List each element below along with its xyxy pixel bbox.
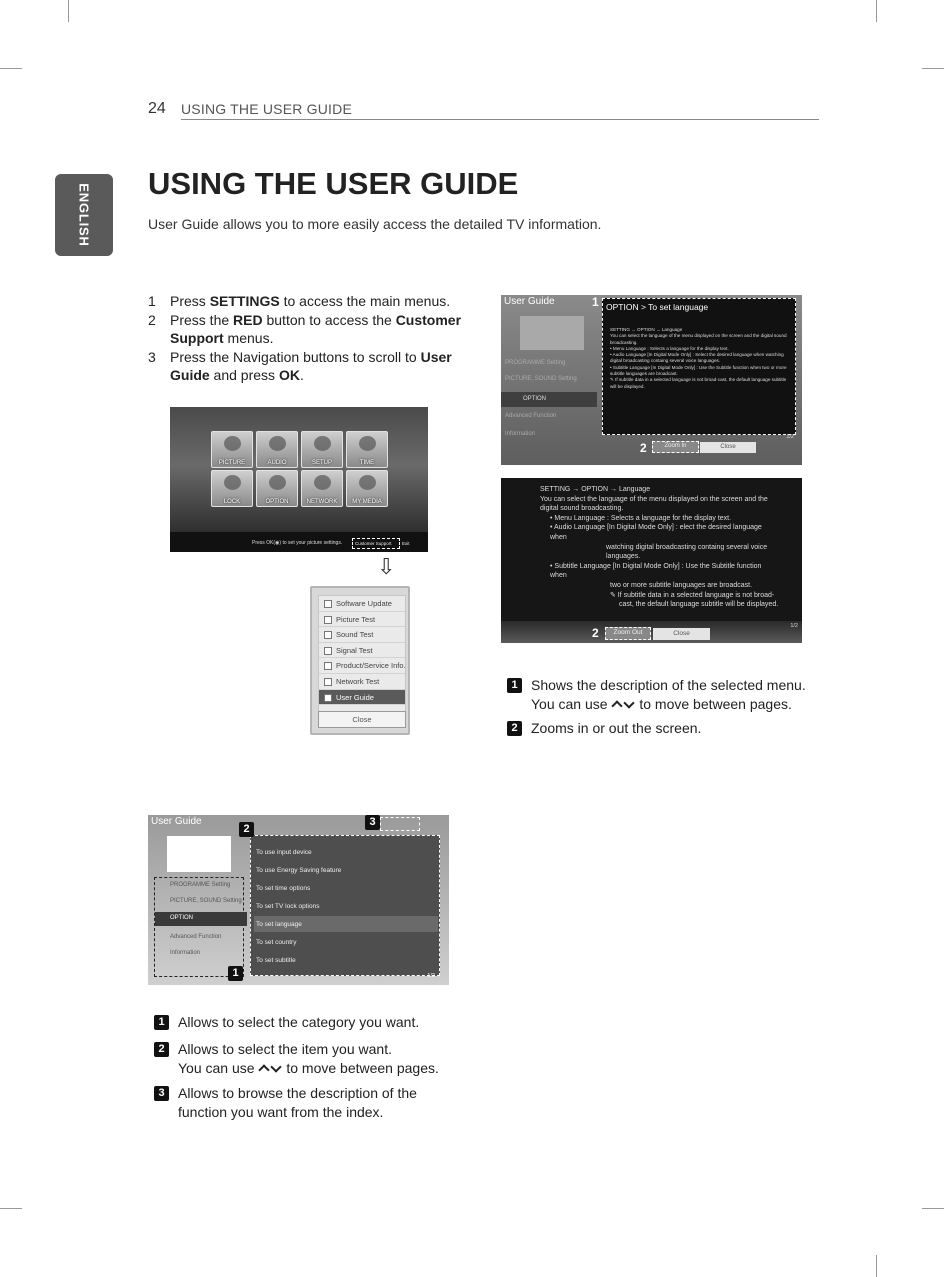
steps-list bbox=[148, 292, 478, 385]
note-text-line2: You can use to move between pages. bbox=[178, 1059, 439, 1076]
category-picture-sound[interactable]: PICTURE, SOUND Setting bbox=[170, 898, 242, 904]
callout-2: 2 bbox=[592, 626, 599, 640]
option-icon bbox=[269, 475, 286, 490]
chevron-up-icon bbox=[612, 700, 623, 711]
clock-icon bbox=[359, 436, 376, 451]
step-text: Press the Navigation buttons to scroll to User Guide and press OK. bbox=[170, 348, 452, 383]
list-item[interactable]: To set TV lock options bbox=[256, 903, 320, 910]
page-indicator: 1/2 bbox=[786, 434, 794, 440]
close-button[interactable]: Close bbox=[653, 628, 710, 640]
panel-title: OPTION > To set language bbox=[606, 302, 709, 312]
crop-mark bbox=[922, 1208, 944, 1209]
list-item[interactable]: To use Energy Saving feature bbox=[256, 867, 342, 874]
setup-app-tile[interactable]: SETUP bbox=[301, 431, 343, 468]
close-button[interactable]: Close bbox=[700, 442, 756, 453]
tv-hint-text: Press OK(◉) to set your picture settings. bbox=[252, 540, 343, 546]
running-head: USING THE USER GUIDE bbox=[181, 101, 352, 117]
picture-icon bbox=[224, 436, 241, 451]
option-app-tile[interactable]: OPTION bbox=[256, 470, 298, 507]
number-badge: 2 bbox=[154, 1042, 169, 1057]
menu-item-sound-test[interactable]: Sound Test bbox=[319, 627, 405, 643]
list-item[interactable]: To set subtitle bbox=[256, 957, 296, 964]
page-indicator: 1/2 bbox=[790, 623, 798, 629]
index-icons[interactable] bbox=[380, 817, 420, 831]
menu-item-signal-test[interactable]: Signal Test bbox=[319, 643, 405, 659]
audio-app-tile[interactable]: AUDIO bbox=[256, 431, 298, 468]
zoom-out-button[interactable]: Zoom Out bbox=[605, 627, 651, 640]
step-text: Press the RED button to access the Customer Support menus. bbox=[170, 311, 462, 346]
close-button[interactable]: Close bbox=[318, 711, 406, 728]
page-indicator: 1/2 bbox=[427, 973, 435, 979]
customer-support-button[interactable]: Customer Support bbox=[352, 538, 400, 549]
zoomed-text: SETTING → OPTION → Language You can select the language of the menu displayed on the screen and the digital sound broadcasting. • Menu Language : Selects a language for the display text. • Audio Language [In Digital Mode Only] : elect the desired language when watching digital broadcasting containg several voice languages. • Subtitle Language [In Digital Mode Only] : Use the Subtitle function when two or more subtitle languages are broadcast. ✎ If subtitle data in a selected language is not broad- cast, the default language subtitle will be displayed. bbox=[540, 486, 779, 609]
lock-app-tile[interactable]: LOCK bbox=[211, 470, 253, 507]
step-text: Press SETTINGS to access the main menus. bbox=[170, 293, 451, 309]
category-information[interactable]: Information bbox=[505, 431, 536, 437]
number-badge: 1 bbox=[154, 1015, 169, 1030]
network-app-tile[interactable]: NETWORK bbox=[301, 470, 343, 507]
callout-1: 1 bbox=[228, 966, 243, 981]
note-1 bbox=[507, 676, 827, 716]
crop-mark bbox=[0, 1208, 22, 1209]
note-text-line2: You can use to move between pages. bbox=[531, 695, 792, 712]
panel-text: SETTING → OPTION → Language You can select the language of the menu displayed on the screen and the digital sound broadcasting. • Menu Language : Selects a language for the display text. • Audio Language [In Digital Mode Only] : Select the desired language when watching digital broadcasting containg several voice languages. • Subtitle Language [In Digital Mode Only] : Use the Subtitle function when two or more subtitle languages are broadcast. ✎ If subtitle data in a selected language is not broad-cast, the default language subtitle will be displayed. bbox=[610, 327, 787, 389]
step-1 bbox=[148, 292, 478, 311]
category-list bbox=[154, 877, 244, 977]
number-badge: 2 bbox=[507, 721, 522, 736]
thumbnail bbox=[167, 836, 231, 872]
step-2 bbox=[148, 311, 478, 348]
picture-app-tile[interactable]: PICTURE bbox=[211, 431, 253, 468]
crop-mark bbox=[922, 68, 944, 69]
note-text: Allows to browse the description of the bbox=[178, 1085, 417, 1101]
index-screenshot bbox=[148, 815, 449, 985]
menu-item-software-update[interactable]: Software Update bbox=[319, 596, 405, 612]
menu-item-user-guide[interactable]: User Guide bbox=[319, 690, 405, 706]
crop-mark bbox=[876, 0, 877, 22]
list-item[interactable]: To set time options bbox=[256, 885, 311, 892]
page-title: USING THE USER GUIDE bbox=[148, 166, 519, 201]
callout-1: 1 bbox=[592, 295, 599, 309]
chevron-up-icon bbox=[259, 1064, 270, 1075]
callout-2: 2 bbox=[640, 441, 647, 455]
menu-item-network-test[interactable]: Network Test bbox=[319, 674, 405, 690]
note-2 bbox=[507, 719, 827, 739]
callout-2: 2 bbox=[239, 822, 254, 837]
crop-mark bbox=[68, 0, 69, 22]
callout-3: 3 bbox=[365, 815, 380, 830]
description-panel bbox=[602, 298, 796, 435]
category-option[interactable]: OPTION bbox=[155, 912, 247, 926]
zoom-in-button[interactable]: Zoom In bbox=[652, 441, 699, 453]
user-guide-screenshot bbox=[501, 295, 802, 465]
zoom-footer bbox=[501, 621, 802, 643]
step-number: 3 bbox=[148, 348, 156, 365]
page-number: 24 bbox=[148, 100, 166, 117]
note-text-line2: function you want from the index. bbox=[178, 1103, 384, 1120]
crop-mark bbox=[0, 68, 22, 69]
language-tab-label: ENGLISH bbox=[76, 183, 92, 247]
language-tab bbox=[55, 174, 113, 256]
category-picture-sound[interactable]: PICTURE, SOUND Setting bbox=[505, 376, 577, 382]
chevron-down-icon bbox=[271, 1061, 282, 1072]
lock-icon bbox=[224, 475, 241, 490]
network-icon bbox=[314, 475, 331, 490]
media-icon bbox=[359, 475, 376, 490]
step-number: 1 bbox=[148, 293, 156, 309]
category-programme[interactable]: PROGRAMME Setting bbox=[505, 360, 566, 366]
user-guide-title: User Guide bbox=[504, 296, 555, 307]
note-text: Allows to select the category you want. bbox=[178, 1014, 420, 1030]
header-rule bbox=[181, 119, 819, 120]
time-app-tile[interactable]: TIME bbox=[346, 431, 388, 468]
category-advanced[interactable]: Advanced Function bbox=[170, 934, 222, 940]
menu-item-picture-test[interactable]: Picture Test bbox=[319, 612, 405, 628]
thumbnail bbox=[520, 316, 584, 350]
support-menu-list bbox=[318, 595, 406, 713]
exit-button[interactable]: Exit bbox=[402, 541, 410, 546]
list-item-selected[interactable]: To set language bbox=[254, 916, 438, 932]
number-badge: 3 bbox=[154, 1086, 169, 1101]
step-3 bbox=[148, 348, 478, 385]
my-media-app-tile[interactable]: MY MEDIA bbox=[346, 470, 388, 507]
number-badge: 1 bbox=[507, 678, 522, 693]
category-information[interactable]: Information bbox=[170, 950, 201, 956]
setup-icon bbox=[314, 436, 331, 451]
step-number: 2 bbox=[148, 311, 156, 328]
crop-mark bbox=[876, 1255, 877, 1277]
item-list bbox=[250, 835, 440, 976]
category-option[interactable]: OPTION bbox=[501, 392, 597, 407]
bottom-note-1 bbox=[154, 1013, 474, 1033]
zoomed-screenshot bbox=[501, 478, 802, 643]
note-text: Allows to select the item you want. bbox=[178, 1041, 392, 1057]
list-item[interactable]: To set country bbox=[256, 939, 297, 946]
bottom-note-3 bbox=[154, 1084, 474, 1124]
customer-support-menu bbox=[310, 586, 410, 735]
tv-home-screenshot bbox=[170, 407, 428, 552]
user-guide-title: User Guide bbox=[151, 816, 202, 827]
note-text: Zooms in or out the screen. bbox=[531, 720, 702, 736]
category-advanced[interactable]: Advanced Function bbox=[505, 413, 557, 419]
bottom-note-2 bbox=[154, 1040, 474, 1080]
intro-text: User Guide allows you to more easily access the detailed TV information. bbox=[148, 216, 602, 232]
note-text: Shows the description of the selected menu. bbox=[531, 677, 806, 693]
menu-item-product-info[interactable]: Product/Service Info. bbox=[319, 658, 405, 674]
down-arrow-icon: ⇩ bbox=[377, 554, 396, 579]
chevron-down-icon bbox=[624, 697, 635, 708]
list-item[interactable]: To use input device bbox=[256, 849, 312, 856]
audio-icon bbox=[269, 436, 286, 451]
category-programme[interactable]: PROGRAMME Setting bbox=[170, 882, 231, 888]
